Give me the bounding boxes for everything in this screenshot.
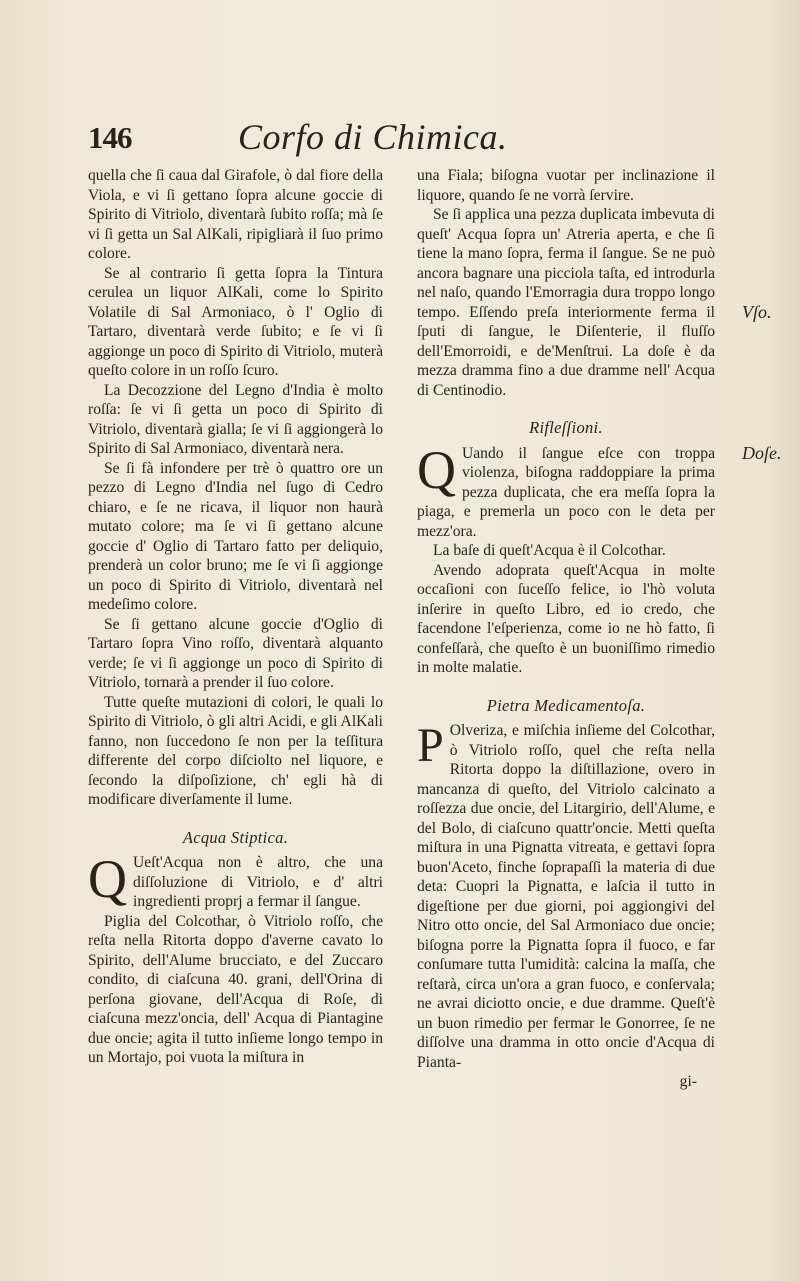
paragraph: La baſe di queſt'Acqua è il Colcothar. <box>433 542 666 559</box>
paragraph-with-dropcap <box>88 849 383 912</box>
paragraph: una Fiala; biſogna vuotar per inclinazione il liquore, quando ſe ne vorrà ſervire. <box>417 167 715 204</box>
paragraph: quella che ſi caua dal Girafole, ò dal fiore della Viola, e vi ſi gettano ſopra alcune goccie di Spirito di Vitriolo, diventarà ſubito roſſa; mà ſe vi ſi getta un Sal AlKali, ripigliarà il ſuo primo colore. <box>88 167 383 262</box>
paragraph: Avendo adoprata queſt'Acqua in molte occaſioni con ſuceſſo felice, io l'hò voluta inſerire in queſto Libro, ed io credo, che facendone l'eſperienza, come io ne hò fatto, ſi confeſſarà, che queſto è un buoniſſimo rimedio in molte malatie. <box>417 561 715 676</box>
drop-cap: Q <box>88 849 127 909</box>
paragraph: Tutte queſte mutazioni di colori, le quali lo Spirito di Vitriolo, ò gli altri Acidi, e gli AlKali fanno, non ſuccedono ſe non per la teſſitura differente del corpo diſciolto nel liquore, e ſecondo la diſpoſizione, ch' egli hà di modificare diverſamente il lume. <box>88 693 383 808</box>
margin-note-uso: Vſo. <box>742 302 772 322</box>
page-header <box>88 118 708 168</box>
running-title: Corfo di Chimica. <box>238 117 508 157</box>
left-column <box>88 166 383 1068</box>
section-title-riflessioni: Rifleſſioni. <box>529 418 603 437</box>
paragraph-with-dropcap <box>417 439 715 542</box>
section-title-pietra-medicamentosa: Pietra Medicamentoſa. <box>486 695 646 715</box>
paragraph-text: Ueſt'Acqua non è altro, che una diſſoluzione di Vitriolo, e d' altri ingredienti proprj a fermar il ſangue. <box>133 854 383 910</box>
paragraph-text: Olveriza, e miſchia inſieme del Colcothar, ò Vitriolo roſſo, quel che reſta nella Ritorta doppo la diſtillazione, overo in mancanza di queſto, del Vitriolo calcinato a roſſezza due oncie, del Litargirio, dell'Alume, e del Bolo, di ciaſcuno quattr'oncie. Metti queſta miſtura in una Pignatta vitreata, e gettavi ſopra buon'Aceto, finche ſoprapaſſi la materia di due deta: Cuopri la Pignatta, e laſcia il tutto in digeſtione per due giorni, poi aggiongivi del Nitro otto oncie, del Sal Armoniaco due oncie; biſogna porre la Pignatta ſopra il fuoco, e far conſumare tutta l'umidità: calcina la maſſa, che reſtarà, circa un'ora a gran fuoco, e conſervala; ne avrai diciotto oncie, e due dramme. Queſt'è un buon rimedio per fermar le Gonorree, ſe ne diſſolve una dramma in otto oncie d'Acqua di Pianta- <box>417 722 715 1071</box>
paragraph: Se ſi applica una pezza duplicata imbevuta di queſt' Acqua ſopra un' Atreria aperta, e che ſi tiene la mano ſopra, ferma il ſangue. Se ne può ancora bagnare una picciola taſta, ed introdurla nel naſo, quando l'Emorragia dura troppo longo tempo. Eſſendo preſa interiormente ferma il ſputi di ſangue, le Diſenterie, il fluſſo dell'Emorroidi, e de'Menſtrui. La doſe è da mezza dramma fino a due dramme nell' Acqua di Centinodio. <box>417 206 715 399</box>
paragraph-with-dropcap <box>417 721 715 1072</box>
drop-cap: Q <box>417 439 456 500</box>
drop-cap: P <box>417 719 444 772</box>
right-column <box>417 166 715 1092</box>
paragraph: Se ſi gettano alcune goccie d'Oglio di Tartaro ſopra Vino roſſo, diventarà alquanto verde; ſe vi ſi aggionge un poco di Spirito di Vitriolo, tornarà a prender il ſuo colore. <box>88 615 383 691</box>
paragraph: Se al contrario ſi getta ſopra la Tintura cerulea un liquor AlKali, come lo Spirito Volatile di Sal Armoniaco, ò l' Oglio di Tartaro, diventarà verde ſubito; e ſe vi ſi aggionge un poco di Spirito di Vitriolo, muterà queſto colore in un roſſo ſcuro. <box>88 264 383 379</box>
paragraph-text: Uando il ſangue eſce con troppa violenza, biſogna raddoppiare la prima pezza duplicata, che era meſſa ſopra la piaga, e premerla un poco con le deta per mezz'ora. <box>417 444 715 540</box>
section-title-acqua-stiptica: Acqua Stiptica. <box>182 827 289 847</box>
catchword: gi- <box>679 1073 697 1090</box>
paragraph: La Decozzione del Legno d'India è molto roſſa: ſe vi ſi getta un poco di Spirito di Vitriolo, diventarà gialla; ſe vi ſi aggiongerà lo Spirito di Sal Armoniaco, diventarà nera. <box>88 381 383 457</box>
margin-note-dose: Doſe. <box>742 443 782 463</box>
paragraph: Se ſi fà infondere per trè ò quattro ore un pezzo di Legno d'India nel ſugo di Cedro chiaro, e ſe ne ricava, il liquor non haurà mutato colore; ma ſe vi ſi gettano alcune goccie d' Oglio di Tartaro fatto per deliquio, prenderà un color bruno; me ſe vi ſi aggionge un poco di Spirito di Vitriolo, diventarà nel medeſimo colore. <box>88 459 383 613</box>
paragraph: Piglia del Colcothar, ò Vitriolo roſſo, che reſta nella Ritorta doppo d'averne cavato lo Spirito, dell'Alume brucciato, e del Zuccaro condito, di ciaſcuna 40. grani, dell'Orina di perſona giovane, dell'Acqua di Roſe, di ciaſcuna mezz'oncia, dell' Acqua di Piantagine due oncie; agita il tutto inſieme longo tempo in un Mortajo, poi vuota la miſtura in <box>88 912 383 1066</box>
page-number: 146 <box>88 120 132 155</box>
